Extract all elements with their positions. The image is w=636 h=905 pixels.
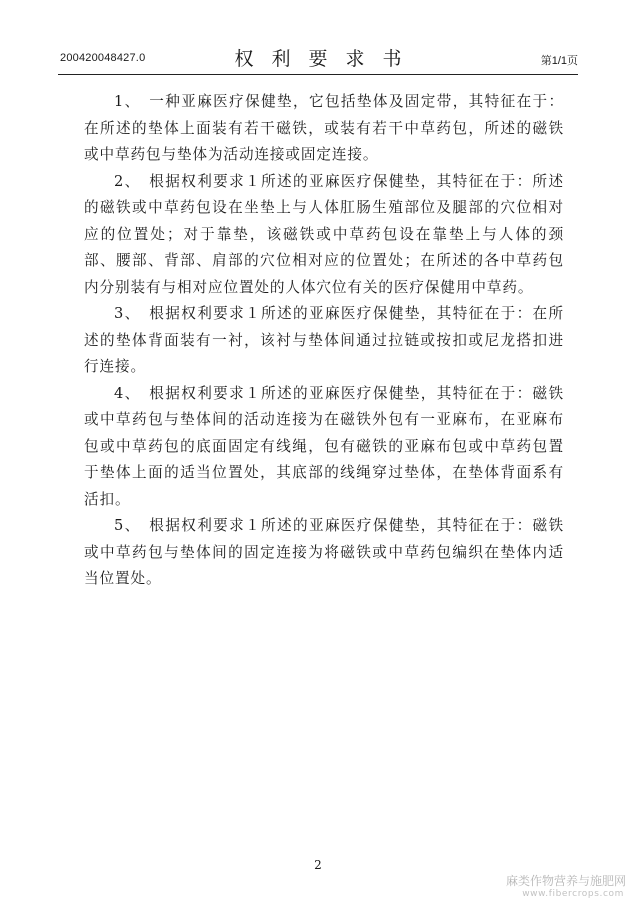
document-title: 权利要求书 [234,48,420,70]
claim-3: 3、 根据权利要求１所述的亚麻医疗保健垫，其特征在于：在所述的垫体背面装有一衬，该衬与垫体间通过拉链或按扣或尼龙搭扣进行连接。 [84,305,564,375]
watermark-url: www.fibercrops.com [522,889,624,899]
application-number: 200420048427.0 [60,52,146,64]
claims-list [84,89,564,593]
page-info: 第1/1页 [540,55,578,67]
claim-1: 1、 一种亚麻医疗保健垫，它包括垫体及固定带，其特征在于：在所述的垫体上面装有若干磁铁，或装有若干中草药包，所述的磁铁或中草药包与垫体为活动连接或固定连接。 [84,93,564,163]
watermark-site-name: 麻类作物营养与施肥网 [505,874,626,888]
claim-2: 2、 根据权利要求１所述的亚麻医疗保健垫，其特征在于：所述的磁铁或中草药包设在坐垫上与人体肛肠生殖部位及腿部的穴位相对应的位置处；对于靠垫，该磁铁或中草药包设在靠垫上与人体的颈部、腰部、背部、肩部的穴位相对应的位置处；在所述的各中草药包内分别装有与相对应位置处的人体穴位有关的医疗保健用中草药。 [84,172,564,296]
claim-4: 4、 根据权利要求１所述的亚麻医疗保健垫，其特征在于：磁铁或中草药包与垫体间的活动连接为在磁铁外包有一亚麻布，在亚麻布包或中草药包的底面固定有线绳，包有磁铁的亚麻布包或中草药包置于垫体上面的适当位置处，其底部的线绳穿过垫体，在垫体背面系有活扣。 [84,384,564,508]
page-number: 2 [314,858,322,872]
claim-5: 5、 根据权利要求１所述的亚麻医疗保健垫，其特征在于：磁铁或中草药包与垫体间的固定连接为将磁铁或中草药包编织在垫体内适当位置处。 [84,517,564,587]
header-divider [58,74,578,75]
